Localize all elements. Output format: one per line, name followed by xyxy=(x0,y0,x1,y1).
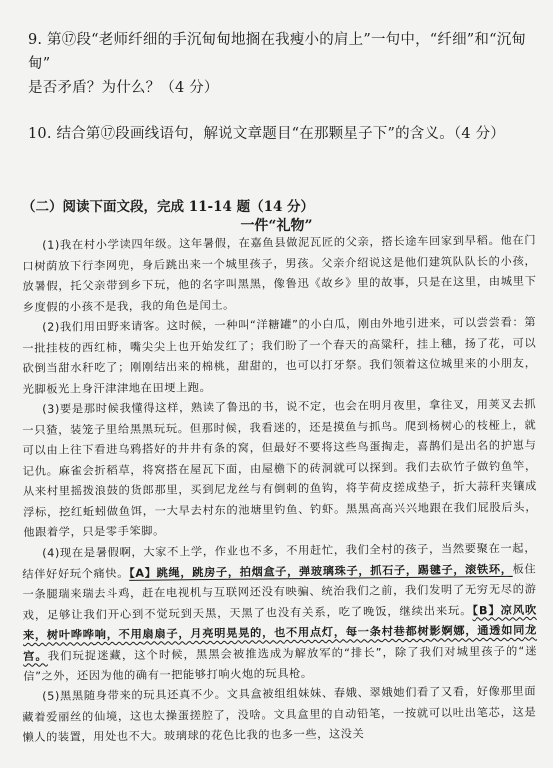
paragraph-2: (2)我们用田野来请客。这时候，一种叫“洋糖罐”的小白瓜，刚由外地引进来，可以尝尝看：第一批挂枝的西红柿，嘴尖尖上也开始发红了；我们盼了一个春天的高粱秆，挂上穗，扬了花，可以砍倒当甜水秆吃了；刚刚结出来的棉桃，甜甜的，也可以打牙祭。我们领着这位城里来的小朋友，光脚板光上身汗津津地在田埂上跑。 xyxy=(22,315,537,396)
passage-title: 一件“礼物” xyxy=(240,218,313,234)
paragraph-1: (1)我在村小学读四年级。这年暑假，在嘉鱼县做泥瓦匠的父亲，搭长途车回家到早稻。他在门口树荫放下行李网兜，身后跳出来一个城里孩子，男孩。父亲介绍说这是他们建筑队队长的小孩，放暑假，托父亲带到乡下玩，他的名字叫黑黑，像鲁迅《故乡》里的故事，只是在这里，由城里下乡度假的小孩不是我，我的角色是闰土。 xyxy=(22,233,537,314)
paragraph-5: (5)黑黑随身带来的玩具还真不少。文具盒被组组妹妹、春娥、翠娥她们看了又看，好像那里面藏着爱丽丝的仙境，这也太操蛋搓腔了，没啥。文具盒里的自动铅笔，一按就可以吐出笔芯，这是懒人的装置，用处也不大。玻璃球的花色比我的也多一些，这没关 xyxy=(22,684,537,744)
underlined-sentence-a: 【A】跳绳，跳房子，拍烟盒子，弹玻璃珠子，抓石子，踢毽子，滚铁环， xyxy=(129,561,513,579)
paragraph-3: (3)要是那时候我懂得这样，熟读了鲁迅的书，说不定，也会在明月夜里，拿往叉，用荚叉去抓一只猹，装笼子里给黑黑玩玩。但那时候，我看迷的，还是摸鱼与抓鸟。爬到杨树心的枝桠上，就可以由上往下看进乌鸦搭好的井井有条的窝，但最好不要将这些鸟蛋掏走，喜鹊们是出名的护崽与记仇。麻雀会折稻草，将窝搭在屋瓦下面，由屋檐下的砖洞就可以探到。我们去砍竹子做钓鱼竿，从来村里摇拨浪鼓的货郎那里，买到尼龙丝与有倒刺的鱼钩，将芋荷皮搓成垫子，折大蒜秆夹镶成浮标，挖红蚯蚓做鱼饵，一大早去村东的池塘里钓鱼、钓虾。黑黑高高兴兴地跟在我们屁股后头，他跟着学，只是零手笨脚。 xyxy=(22,397,538,539)
question-9 xyxy=(28,28,533,100)
question-10: 10. 结合第⑰段画线语句，解说文章题目“在那颗星子下”的含义。（4 分） xyxy=(28,126,505,142)
underlined-sentence-b: 【B】凉风吹来，树叶哗哗响，不用扇扇子，月亮明晃晃的，也不用点灯，每一条村巷都树影婀娜，通透如同龙宫。 xyxy=(22,602,537,662)
passage-body xyxy=(22,233,538,749)
paragraph-4-intro: (4)现在是暑假啊，大家不上学，作业也不多，不用赶忙，我们全村的孩子，当然要聚在一起，结伴好好玩个痛快。 xyxy=(22,541,537,580)
section-heading: （二）阅读下面文段，完成 11-14 题（14 分） xyxy=(22,199,315,215)
paragraph-4 xyxy=(22,538,537,687)
question-9-line2: 是否矛盾？为什么？（4 分） xyxy=(28,80,219,96)
paragraph-4-end: 我们玩捉迷藏，这个时候，黑黑会被推选成为解放军的“排长”，除了我们对城里孩子的“迷信”之外，还因为他的确有一把能够打响火炮的玩具枪。 xyxy=(23,643,538,683)
question-9-line1: 9. 第⑰段“老师纤细的手沉甸甸地搁在我瘦小的肩上”一句中，“纤细”和“沉甸甸” xyxy=(28,32,527,72)
paragraph-4-middle: 板住一条腿瑞来瑞去斗鸡，赶在电视机与互联网还没有映骗、统治我们之前，我们发明了无穷无尽的游戏，足够让我们开心到不觉玩到天黑，天黑了也没有关系，吃了晚饭，继续出来玩。 xyxy=(22,561,537,621)
